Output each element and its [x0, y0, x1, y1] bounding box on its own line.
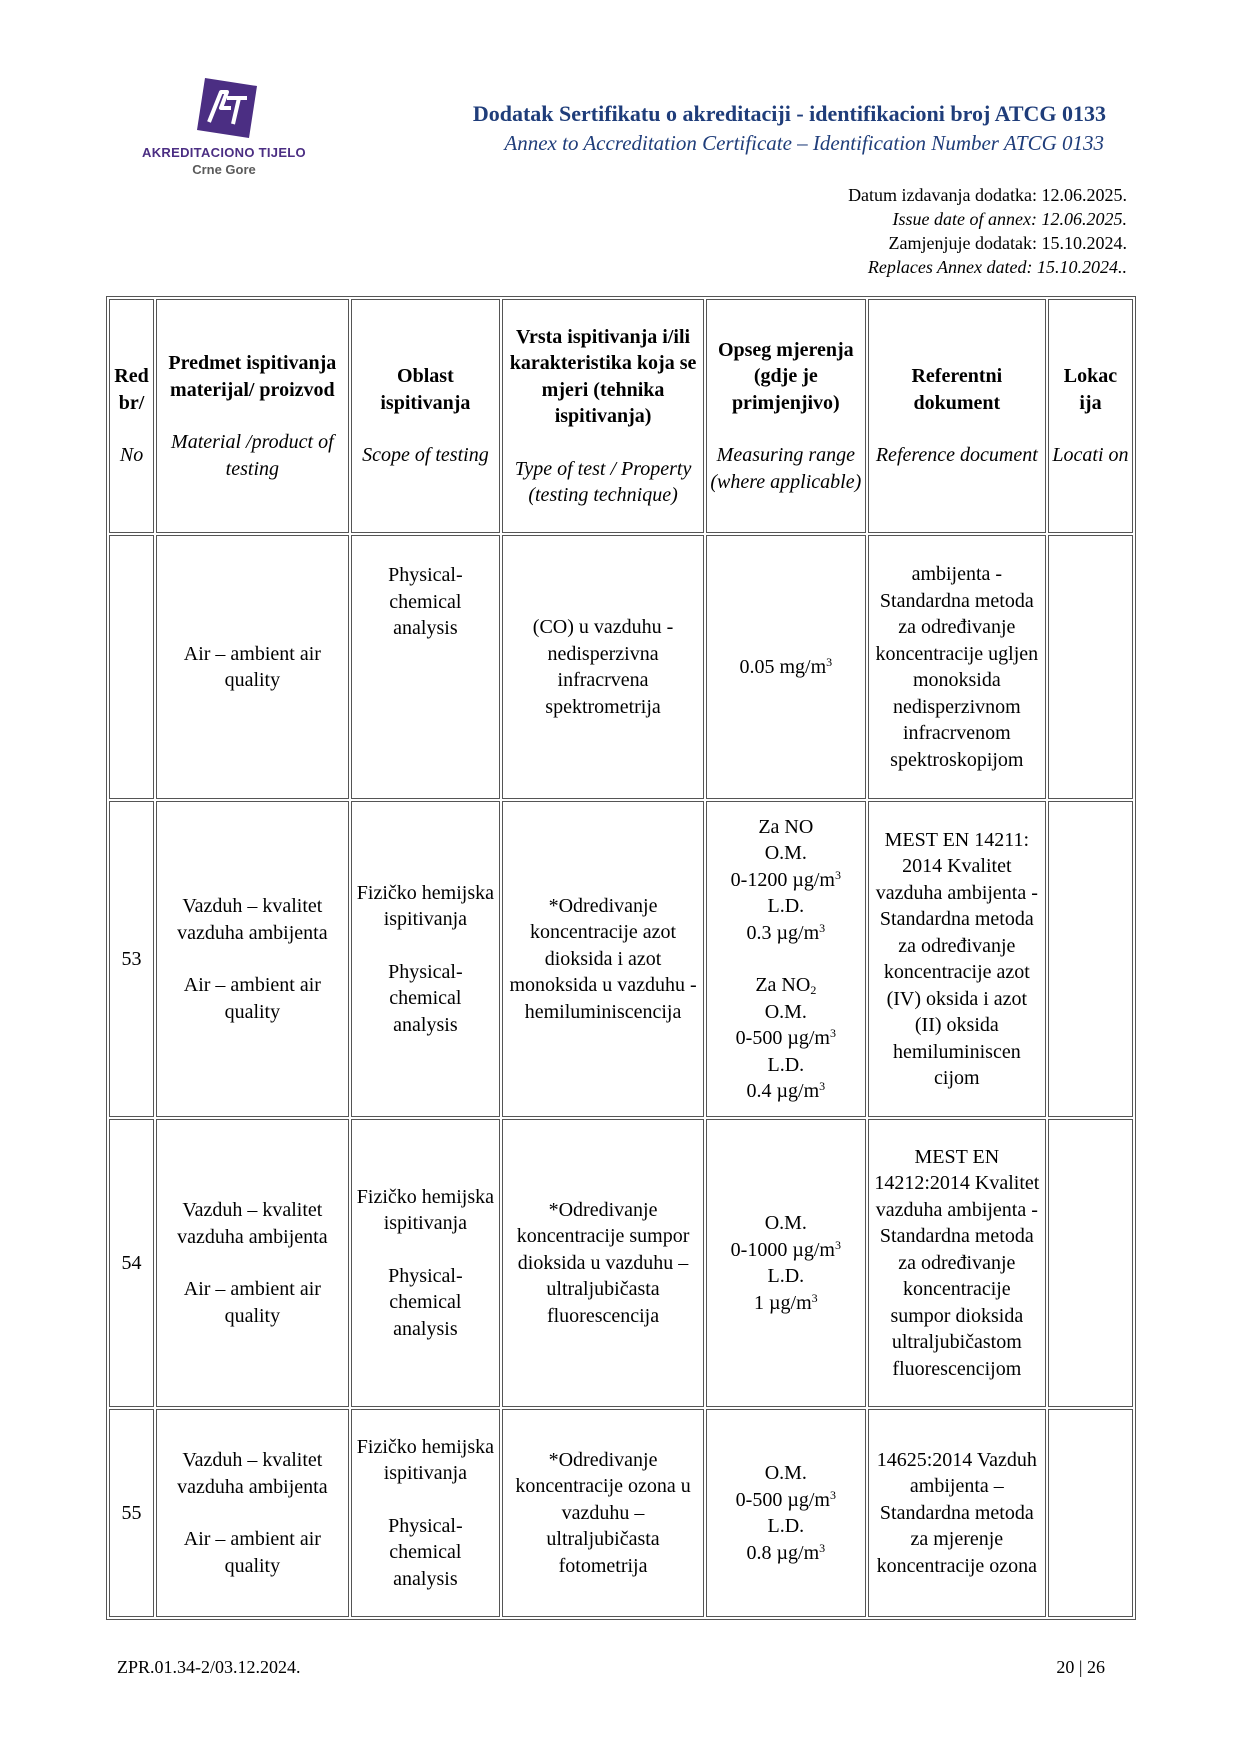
page-number: 20 | 26	[1056, 1657, 1105, 1677]
cell-reference: ambijenta - Standardna metoda za određivanje koncentracije ugljen monoksida nedisperzivnom infracrvenom spektroskopijom	[868, 535, 1046, 799]
logo-name: AKREDITACIONO TIJELO	[142, 145, 306, 160]
cell-reference: MEST EN 14212:2014 Kvalitet vazduha ambijenta - Standardna metoda za određivanje koncentracije sumpor dioksida ultraljubičastom fluorescencijom	[868, 1119, 1046, 1407]
cell-location	[1048, 1409, 1133, 1617]
cell-no: 53	[109, 801, 154, 1117]
document-code: ZPR.01.34-2/03.12.2024.	[117, 1657, 301, 1677]
table-row	[109, 535, 1133, 799]
annex-dates	[848, 183, 1127, 279]
cell-no: 55	[109, 1409, 154, 1617]
issue-date: Datum izdavanja dodatka: 12.06.2025.	[848, 185, 1127, 205]
cell-range: 0.05 $mg/m^3$	[706, 535, 866, 799]
cell-range: Za NO O.M. 0-1200 $\mu g/m^3$ L.D. 0.3 $\mu g/m^3$ Za $NO_2$ O.M. 0-500 $\mu g/m^3$ L.D. 0.4 $\mu g/m^3$	[706, 801, 866, 1117]
document-subtitle: Annex to Accreditation Certificate – Identification Number ATCG 0133	[504, 131, 1104, 155]
cell-material: Vazduh – kvalitet vazduha ambijenta Air – ambient air quality	[156, 1409, 349, 1617]
cell-location	[1048, 1119, 1133, 1407]
header-test: Vrsta ispitivanja i/ili karakteristika koja se mjeri (tehnika ispitivanja) Type of test / Property (testing technique)	[502, 299, 704, 533]
cell-range: O.M. 0-500 $\mu g/m^3$ L.D. 0.8 $\mu g/m^3$	[706, 1409, 866, 1617]
cell-test: *Odredivanje koncentracije sumpor dioksida u vazduhu – ultraljubičasta fluorescencija	[502, 1119, 704, 1407]
cell-location	[1048, 801, 1133, 1117]
table-row	[109, 1119, 1133, 1407]
cell-scope: Fizičko hemijska ispitivanja Physical-chemical analysis	[351, 801, 501, 1117]
cell-location	[1048, 535, 1133, 799]
replaces-date: Zamjenjuje dodatak: 15.10.2024.	[888, 233, 1127, 253]
table-header-row	[109, 299, 1133, 533]
cell-test: (CO) u vazduhu - nedisperzivna infracrvena spektrometrija	[502, 535, 704, 799]
replaces-date-en: Replaces Annex dated: 15.10.2024..	[867, 257, 1127, 277]
cell-material: Vazduh – kvalitet vazduha ambijenta Air – ambient air quality	[156, 801, 349, 1117]
cell-reference: 14625:2014 Vazduh ambijenta – Standardna metoda za mjerenje koncentracije ozona	[868, 1409, 1046, 1617]
issue-date-en: Issue date of annex: 12.06.2025.	[892, 209, 1127, 229]
accreditation-scope-table	[106, 296, 1136, 1620]
header-material: Predmet ispitivanja materijal/ proizvod Material /product of testing	[156, 299, 349, 533]
table-row	[109, 1409, 1133, 1617]
table-row	[109, 801, 1133, 1117]
cell-scope: Physical-chemical analysis	[351, 535, 501, 799]
cell-scope: Fizičko hemijska ispitivanja Physical-chemical analysis	[351, 1119, 501, 1407]
cell-material: Vazduh – kvalitet vazduha ambijenta Air – ambient air quality	[156, 1119, 349, 1407]
cell-reference: MEST EN 14211: 2014 Kvalitet vazduha ambijenta - Standardna metoda za određivanje koncentracije azot (IV) oksida i azot (II) oksida hemiluminiscen cijom	[868, 801, 1046, 1117]
header-reference: Referentni dokument Reference document	[868, 299, 1046, 533]
at-logo-icon	[197, 78, 257, 138]
logo-subname: Crne Gore	[192, 162, 256, 177]
accreditation-body-logo	[124, 78, 324, 188]
cell-scope: Fizičko hemijska ispitivanja Physical-chemical analysis	[351, 1409, 501, 1617]
cell-test: *Odredivanje koncentracije azot dioksida i azot monoksida u vazduhu - hemiluminiscencija	[502, 801, 704, 1117]
cell-range: O.M. 0-1000 $\mu g/m^3$ L.D. 1 $\mu g/m^3$	[706, 1119, 866, 1407]
cell-no	[109, 535, 154, 799]
document-title: Dodatak Sertifikatu o akreditaciji - identifikacioni broj ATCG 0133	[472, 101, 1106, 126]
cell-test: *Odredivanje koncentracije ozona u vazduhu – ultraljubičasta fotometrija	[502, 1409, 704, 1617]
header-range: Opseg mjerenja (gdje je primjenjivo) Measuring range (where applicable)	[706, 299, 866, 533]
header-location: Lokac ija Locati on	[1048, 299, 1133, 533]
header-scope: Oblast ispitivanja Scope of testing	[351, 299, 501, 533]
header-no: Red br/ No	[109, 299, 154, 533]
cell-no: 54	[109, 1119, 154, 1407]
cell-material: Air – ambient air quality	[156, 535, 349, 799]
